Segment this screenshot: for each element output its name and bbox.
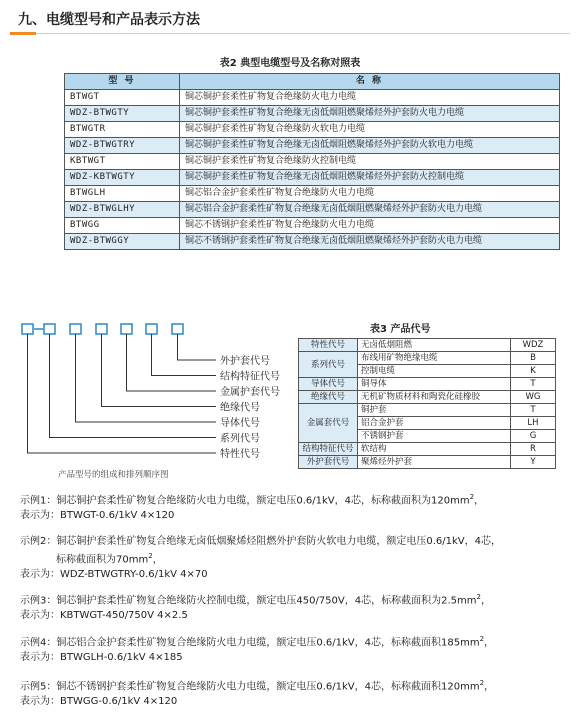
model-cell: WDZ-BTWGTRY bbox=[65, 138, 180, 154]
example-line: 示例3：铜芯铜护套柔性矿物复合绝缘防火控制电缆，额定电压450/750V，4芯，标称截面积为$2.5mm^2$， bbox=[20, 593, 491, 607]
model-cell: WDZ-BTWGLHY bbox=[65, 202, 180, 218]
code-description: 控制电缆 bbox=[358, 365, 511, 378]
example-notation: 表示为：BTWGT-0.6/1kV 4×120 bbox=[20, 510, 175, 522]
code-value: LH bbox=[511, 417, 556, 430]
code-description: 无卤低烟阻燃 bbox=[358, 339, 511, 352]
code-description: 聚烯烃外护套 bbox=[358, 456, 511, 469]
code-category: 系列代号 bbox=[299, 352, 358, 378]
example-block bbox=[20, 676, 494, 709]
name-cell: 铜芯铜护套柔性矿物复合绝缘无卤低烟阻燃聚烯烃外护套防火电力电缆 bbox=[180, 106, 560, 122]
title-divider bbox=[10, 33, 570, 34]
code-category: 特性代号 bbox=[299, 339, 358, 352]
table-row bbox=[65, 138, 560, 154]
code-slot-box bbox=[96, 324, 107, 334]
name-column-header: 名 称 bbox=[180, 74, 560, 90]
name-cell: 铜芯铜护套柔性矿物复合绝缘无卤低烟阻燃聚烯烃外护套防火软电力电缆 bbox=[180, 138, 560, 154]
name-cell: 铜芯铜护套柔性矿物复合绝缘防火控制电缆 bbox=[180, 154, 560, 170]
table-row bbox=[65, 218, 560, 234]
title-accent-bar bbox=[10, 32, 36, 35]
code-value: T bbox=[511, 404, 556, 417]
table-row bbox=[65, 90, 560, 106]
table-row bbox=[65, 106, 560, 122]
example-line: 示例4：铜芯铝合金护套柔性矿物复合绝缘防火电力电缆，额定电压0.6/1kV，4芯，标称截面积$185mm^2$， bbox=[20, 635, 495, 649]
table-row bbox=[65, 170, 560, 186]
example-notation: 表示为：WDZ-BTWGTRY-0.6/1kV 4×70 bbox=[20, 569, 208, 581]
model-cell: BTWGLH bbox=[65, 186, 180, 202]
table2-caption: 表2 典型电缆型号及名称对照表 bbox=[219, 58, 361, 69]
diagram-label: 外护套代号 bbox=[220, 356, 270, 367]
name-cell: 铜芯铜护套柔性矿物复合绝缘防火软电力电缆 bbox=[180, 122, 560, 138]
example-notation: 表示为：BTWGG-0.6/1kV 4×120 bbox=[20, 696, 178, 708]
code-value: R bbox=[511, 443, 556, 456]
leader-line bbox=[102, 334, 217, 407]
code-value: G bbox=[511, 430, 556, 443]
code-description: 铜导体 bbox=[358, 378, 511, 391]
name-cell: 铜芯铜护套柔性矿物复合绝缘防火电力电缆 bbox=[180, 90, 560, 106]
model-cell: BTWGT bbox=[65, 90, 180, 106]
example-line: 示例1：铜芯铜护套柔性矿物复合绝缘防火电力电缆，额定电压0.6/1kV，4芯，标称截面积为$120mm^2$， bbox=[20, 493, 485, 507]
example-block bbox=[20, 534, 501, 582]
table-row bbox=[65, 122, 560, 138]
code-description: 铝合金护套 bbox=[358, 417, 511, 430]
model-table-body bbox=[65, 90, 560, 250]
diagram-label: 导体代号 bbox=[220, 418, 260, 429]
table3-caption: 表3 产品代号 bbox=[370, 324, 431, 335]
diagram-label: 系列代号 bbox=[220, 433, 260, 445]
code-category: 绝缘代号 bbox=[299, 391, 358, 404]
code-slot-box bbox=[121, 324, 132, 334]
leader-line bbox=[127, 334, 217, 391]
name-cell: 铜芯铝合金护套柔性矿物复合绝缘无卤低烟阻燃聚烯烃外护套防火电力电缆 bbox=[180, 202, 560, 218]
model-composition-diagram bbox=[20, 320, 280, 470]
model-cell: WDZ-BTWGGY bbox=[65, 234, 180, 250]
diagram-caption: 产品型号的组成和排列顺序图 bbox=[58, 470, 169, 480]
example-line: 标称截面积为$70mm^2$， bbox=[56, 552, 163, 566]
code-slot-box bbox=[70, 324, 81, 334]
model-cell: WDZ-BTWGTY bbox=[65, 106, 180, 122]
code-value: T bbox=[511, 378, 556, 391]
example-line: 示例5：铜芯不锈钢护套柔性矿物复合绝缘防火电力电缆，额定电压0.6/1kV，4芯，标称截面积$120mm^2$， bbox=[20, 679, 495, 693]
table-row bbox=[65, 186, 560, 202]
model-name-table bbox=[64, 73, 560, 250]
code-slot-box bbox=[172, 324, 183, 334]
name-cell: 铜芯铝合金护套柔性矿物复合绝缘防火电力电缆 bbox=[180, 186, 560, 202]
code-value: WG bbox=[511, 391, 556, 404]
table-row bbox=[65, 202, 560, 218]
model-cell: KBTWGT bbox=[65, 154, 180, 170]
table-row bbox=[65, 154, 560, 170]
code-row bbox=[299, 443, 556, 456]
example-block bbox=[20, 632, 494, 665]
code-slot-box bbox=[22, 324, 33, 334]
code-row bbox=[299, 404, 556, 417]
code-category: 导体代号 bbox=[299, 378, 358, 391]
model-cell: WDZ-KBTWGTY bbox=[65, 170, 180, 186]
diagram-label: 绝缘代号 bbox=[220, 402, 260, 414]
example-line: 示例2：铜芯铜护套柔性矿物复合绝缘无卤低烟聚烯烃阻燃外护套防火软电力电缆，额定电压0.6/1kV，4芯， bbox=[20, 536, 501, 547]
name-cell: 铜芯铜护套柔性矿物复合绝缘无卤低烟阻燃聚烯烃外护套防火控制电缆 bbox=[180, 170, 560, 186]
model-column-header: 型 号 bbox=[65, 74, 180, 90]
code-value: K bbox=[511, 365, 556, 378]
code-description: 布线用矿物绝缘电缆 bbox=[358, 352, 511, 365]
example-notation: 表示为：KBTWGT-450/750V 4×2.5 bbox=[20, 610, 188, 622]
name-cell: 铜芯不锈钢护套柔性矿物复合绝缘防火电力电缆 bbox=[180, 218, 560, 234]
page-title: 九、电缆型号和产品表示方法 bbox=[18, 12, 200, 28]
model-cell: BTWGG bbox=[65, 218, 180, 234]
example-block bbox=[20, 490, 484, 523]
leader-line bbox=[28, 334, 217, 453]
code-slot-box bbox=[44, 324, 55, 334]
code-description: 软结构 bbox=[358, 443, 511, 456]
diagram-label: 特性代号 bbox=[220, 449, 260, 460]
code-value: B bbox=[511, 352, 556, 365]
code-row bbox=[299, 378, 556, 391]
code-description: 无机矿物质材料和陶瓷化硅橡胶 bbox=[358, 391, 511, 404]
table-row bbox=[65, 234, 560, 250]
product-code-table bbox=[298, 338, 556, 469]
diagram-label: 金属护套代号 bbox=[220, 387, 280, 398]
leader-line bbox=[152, 334, 217, 376]
code-description: 铜护套 bbox=[358, 404, 511, 417]
code-category: 结构特征代号 bbox=[299, 443, 358, 456]
diagram-label: 结构特征代号 bbox=[220, 371, 280, 383]
code-category: 外护套代号 bbox=[299, 456, 358, 469]
code-row bbox=[299, 339, 556, 352]
code-value: Y bbox=[511, 456, 556, 469]
leader-line bbox=[178, 334, 217, 360]
code-row bbox=[299, 352, 556, 365]
model-cell: BTWGTR bbox=[65, 122, 180, 138]
code-description: 不锈钢护套 bbox=[358, 430, 511, 443]
code-row bbox=[299, 456, 556, 469]
example-notation: 表示为：BTWGLH-0.6/1kV 4×185 bbox=[20, 652, 183, 664]
leader-line bbox=[76, 334, 217, 422]
example-block bbox=[20, 590, 491, 623]
code-row bbox=[299, 391, 556, 404]
code-slot-box bbox=[146, 324, 157, 334]
code-value: WDZ bbox=[511, 339, 556, 352]
name-cell: 铜芯不锈钢护套柔性矿物复合绝缘无卤低烟阻燃聚烯烃外护套防火电力电缆 bbox=[180, 234, 560, 250]
code-category: 金属套代号 bbox=[299, 404, 358, 443]
